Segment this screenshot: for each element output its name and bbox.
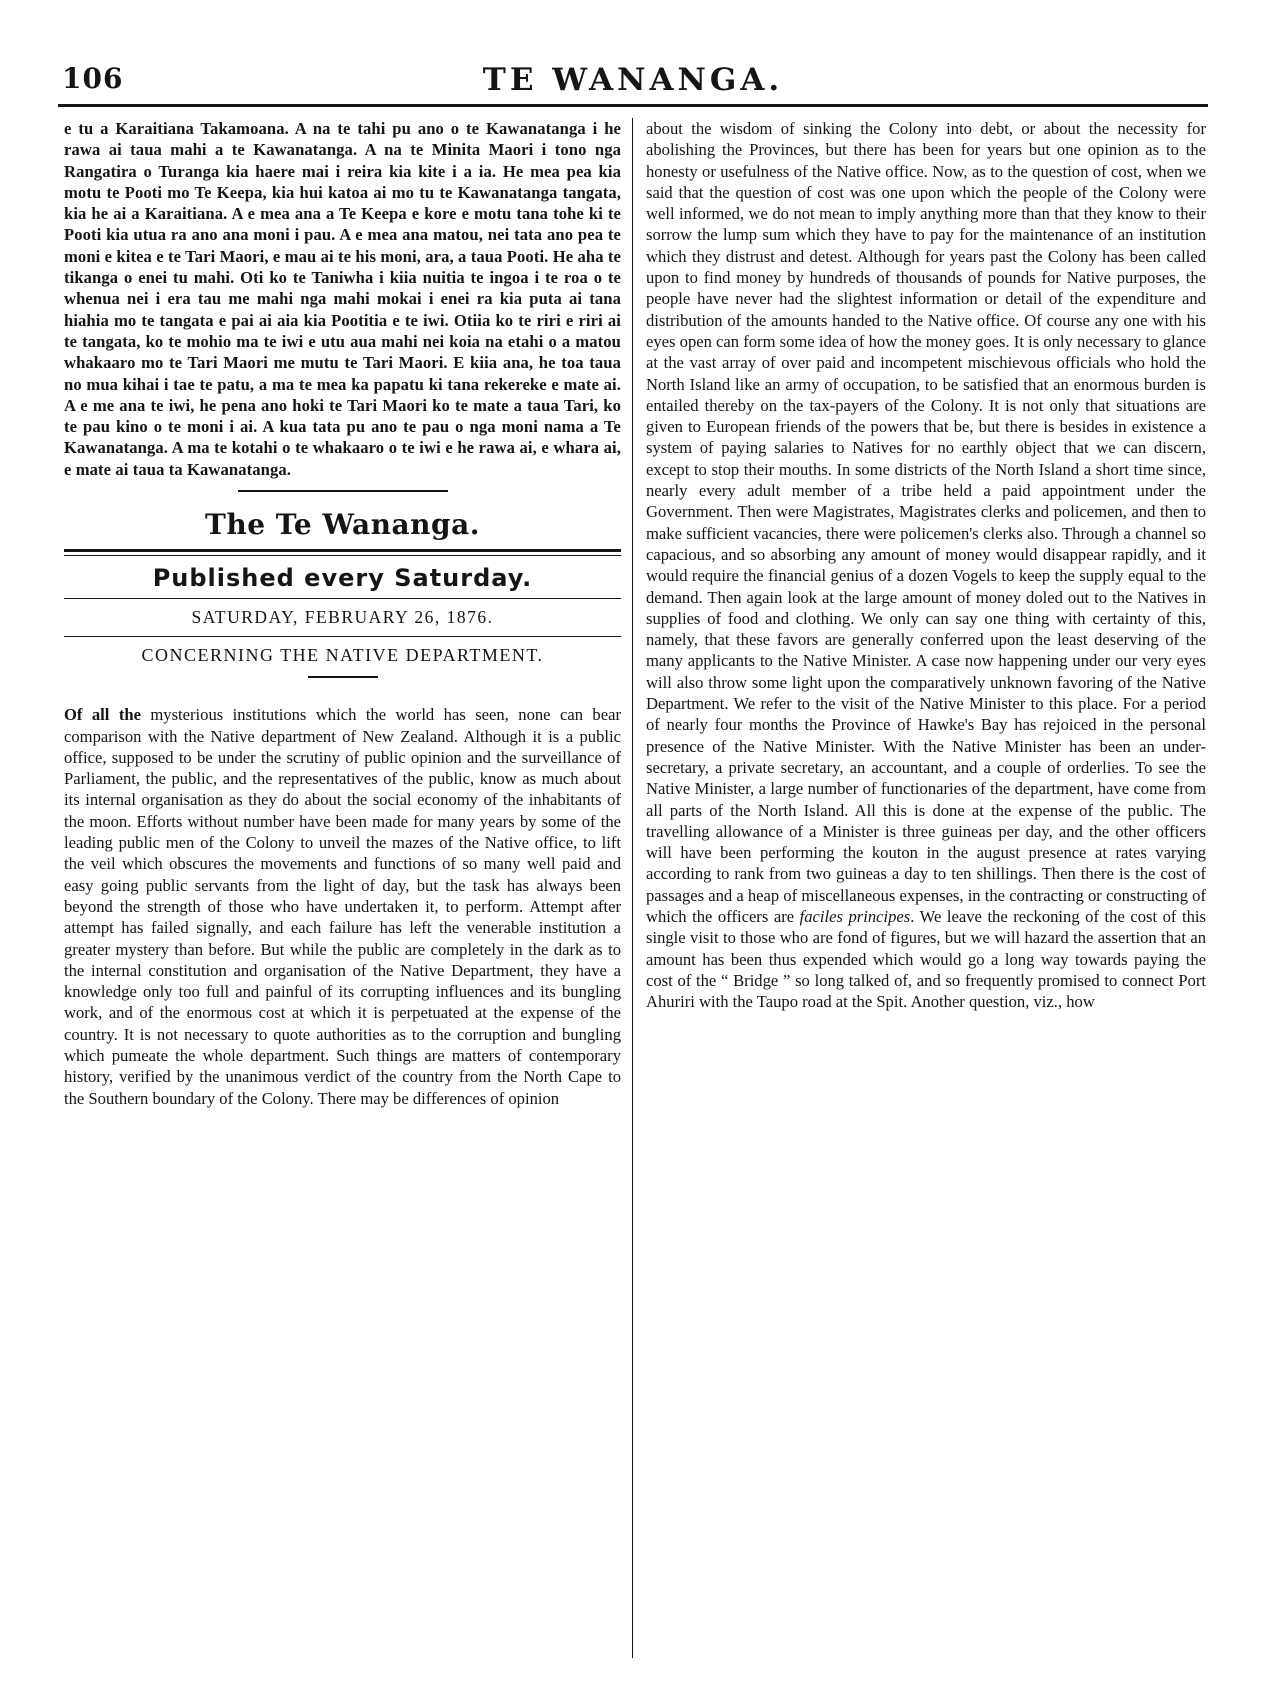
- article-text-right-part1: about the wisdom of sinking the Colony into debt, or about the necessity for abolishing the Provinces, but there has been for years but one opinion as to the honesty or usefulness of the Native office. Now, as to the question of cost, when we said that the question of cost was one upon which the people of the Colony were well informed, we do not mean to imply anything more than that they know to their sorrow the lump sum which they have to pay for the maintenance of an institution which they distrust and detest. Although for years past the Colony has been called upon to find money by hundreds of thousands of pounds for Native purposes, the people have never had the slightest information or detail of the expenditure and distribution of the amounts handed to the Native office. Of course any one with his eyes open can form some idea of how the money goes. It is only necessary to glance at the vast array of over paid and incompetent mischievous officials who hold the North Island like an army of occupation, to be satisfied that an enormous burden is entailed thereby on the tax-payers of the Colony. It is not only that situations are given to European friends of the powers that be, but there is besides in existence a system of paying salaries to Natives for no earthly object that we can discern, except to stop their mouths. In some districts of the North Island a short time since, nearly every adult member of a tribe held a paid appointment under the Government. Then were Magistrates, Magistrates clerks and policemen, and then to make sufficient vacancies, there were policemen's clerks also. Through a channel so capacious, and so absorbing any amount of money would disappear rapidly, and it would require the financial genius of a dozen Vogels to keep the supply equal to the demand. Then again look at the large amount of money doled out to the Natives in supplies of food and clothing. We only can say one thing with certainty of this, namely, that these favors are generally conferred upon the least deserving of the many applicants to the Native Minister. A case now happening under our very eyes will also throw some light upon the comparatively unknown favoring of the Native Department. We refer to the visit of the Native Minister to this place. For a period of nearly four months the Province of Hawke's Bay has rejoiced in the personal presence of the Native Minister. With the Native Minister has been an under-secretary, a private secretary, an accountant, and a couple of orderlies. To see the Native Minister, a large number of functionaries of the department, have come from all parts of the North Island. All this is done at the expense of the public. The travelling allowance of a Minister is three guineas per day, and the other officers will have been performing the kouton in the august presence at rates varying according to rank from two guineas a day to ten shillings. Then there is the cost of passages and a heap of miscellaneous expenses, in the contracting or constructing of which the officers are: [646, 119, 1206, 926]
- header-rule: [58, 104, 1208, 107]
- page-header: [58, 56, 1208, 112]
- headline-rule: [308, 676, 378, 678]
- right-column: [646, 118, 1206, 1658]
- newspaper-page: [58, 56, 1208, 1656]
- column-divider: [632, 118, 633, 1658]
- page-number: 106: [62, 62, 124, 95]
- dateline: SATURDAY, FEBRUARY 26, 1876.: [191, 606, 494, 627]
- italic-phrase: faciles principes: [799, 906, 911, 926]
- dateline-rule: [64, 636, 621, 637]
- article-text-left: mysterious institutions which the world has seen, none can bear comparison with the Native department of New Zealand. Although it is a public office, supposed to be under the scrutiny of public opinion and the surveillance of Parliament, the public, and the representatives of the public, know as much about its internal organisation as they do about the social economy of the inhabitants of the moon. Efforts without number have been made for many years by some of the leading public men of the Colony to unveil the mazes of the Native office, to lift the veil which obscures the movements and functions of so many well paid and easy going public servants from the light of day, but the task has always been beyond the strength of those who have undertaken it, to perform. Attempt after attempt has failed signally, and each failure has left the venerable institution a greater mystery than before. But while the public are completely in the dark as to the internal constitution and organisation of the Native Department, they have a knowledge only too full and painful of its corrupting influences and its bungling work, and of the enormous cost at which it is perpetuated at the expense of the country. It is not necessary to quote authorities as to the corruption and bungling which pumeate the whole department. Such things are matters of contemporary history, verified by the unanimous verdict of the country from the North Cape to the Southern boundary of the Colony. There may be differences of opinion: [64, 705, 621, 1108]
- article-text-right-part2: . We leave the reckoning of the cost of this single visit to those who are fond of figures, but we will hazard the assertion that an amount has been thus expended which would go a long way towards paying the cost of the “ Bridge ” so long talked of, and so frequently promised to connect Port Ahuriri with the Taupo road at the Spit. Another question, viz., how: [646, 906, 1206, 1012]
- article-body-start: [64, 704, 621, 1109]
- left-column: [64, 118, 621, 1658]
- newspaper-title: TE WANANGA.: [482, 62, 784, 98]
- article-headline: CONCERNING THE NATIVE DEPARTMENT.: [141, 644, 544, 665]
- article-end-rule: [238, 490, 448, 492]
- article-body-continued: [646, 118, 1206, 1012]
- article-opening: Of all the: [64, 705, 141, 725]
- masthead: The Te Wananga.: [205, 508, 480, 542]
- banner-rule: [64, 598, 621, 599]
- masthead-double-rule: [64, 549, 621, 556]
- published-banner: Published every Saturday.: [152, 564, 533, 593]
- maori-article-text: e tu a Karaitiana Takamoana. A na te tahi pu ano o te Kawanatanga i he rawa ai taua mahi a te Kawanatanga. A na te Minita Maori i tono nga Rangatira o Turanga kia haere mai i reira kia kite i a ia. He mea pea kia motu te Pooti mo Te Keepa, kia hui katoa ai mo tu te Kawanatanga tangata, kia he ai a Karaitiana. A e mea ana a Te Keepa e kore e motu tana tohe ki te Pooti kia utua ra ano ana moni i pau. A e mea ana matou, nei tata ano pea te moni e kitea e te Tari Maori, e mau ai te his moni, ara, a taua Pooti. He aha te tikanga o enei tu mahi. Oti ko te Taniwha i kiia nuitia te ingoa i te roa o te whenua nei i era tau me mahi nga mahi mokai i enei ra kia puta ai tana hiahia mo te tangata e pai ai aia kia Pootitia e te iwi. Otiia ko te riri e riri ai te tangata, ko te mohio ma te iwi e utu aua mahi nei koia na etahi o a matou whakaaro mo te Tari Maori me mutu te Tari Maori. E kiia ana, he toa taua no mua kihai i tae te patu, a ma te mea ka papatu ki tana rekereke e mate ai. A e me ana te iwi, he pena ano hoki te Tari Maori ko te mate a taua Tari, ko te pau kino o te moni i ai. A kua tata pu ano te pau o nga moni nama a Te Kawanatanga. A ma te kotahi o te whakaaro o te iwi e he rawa ai, e whara ai, e mate ai taua ta Kawanatanga.: [64, 119, 621, 479]
